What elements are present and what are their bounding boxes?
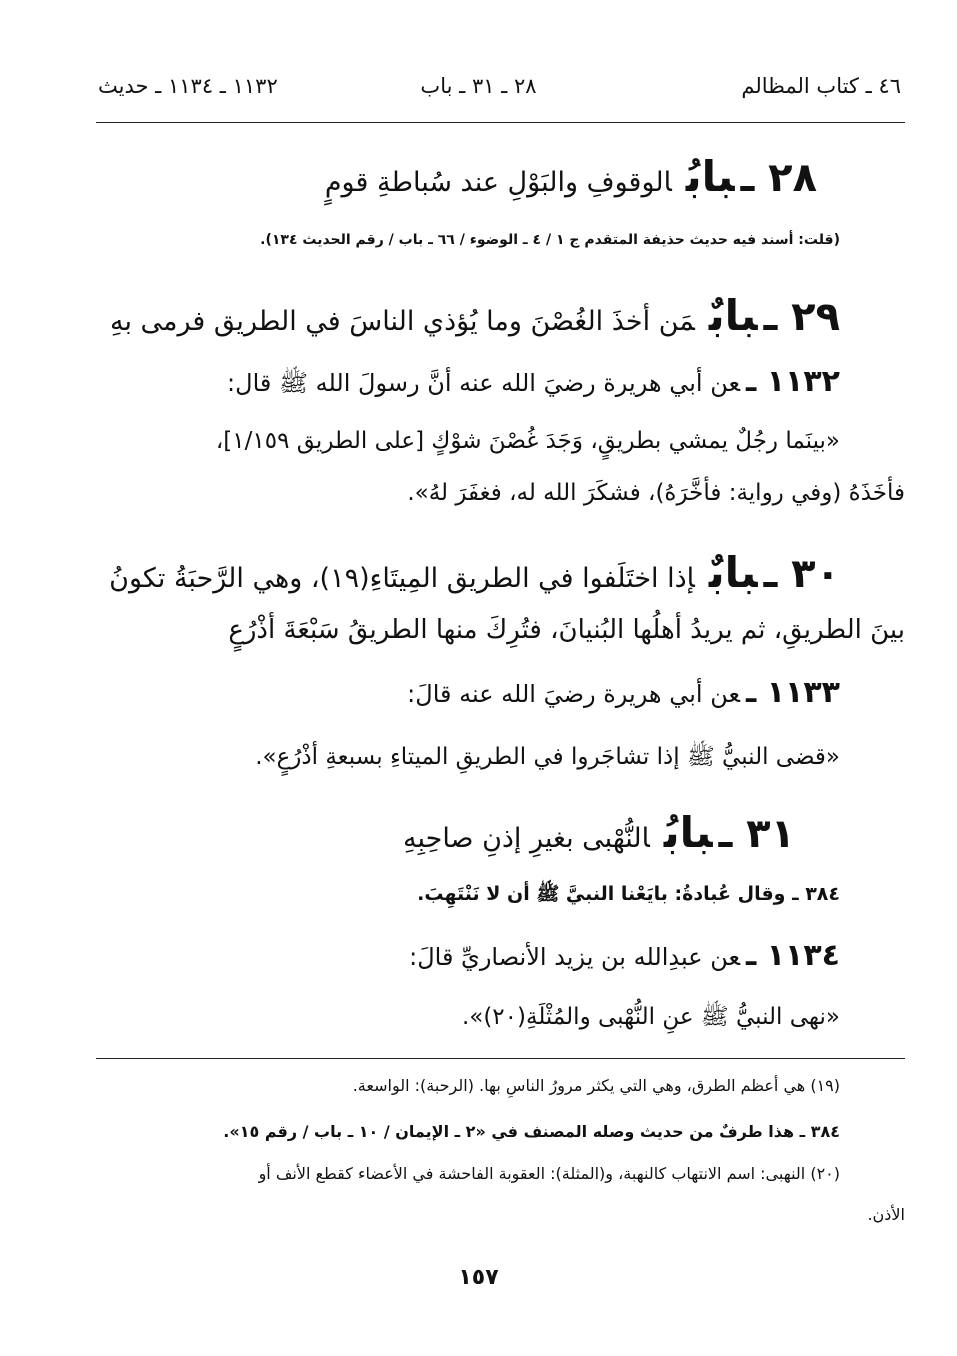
section-heading-29 [110,291,840,340]
section-title: النُّهْبى بغيرِ إذنِ صاحِبِهِ [403,823,650,854]
section-bab-label: بابٌ [708,291,758,340]
footnote-divider [96,1058,905,1059]
hadith-1132-heading [227,364,840,403]
hadith-intro: عن عبدِالله بن يزيد الأنصاريِّ قالَ: [409,943,741,971]
page-number: ١٥٧ [458,1265,499,1290]
footnote-20-line-1: (٢٠) النهبى: اسم الانتهاب كالنهبة، و(المثلة): العقوبة الفاحشة في الأعضاء كقطع الأنف أو [258,1164,840,1183]
hadith-number: ١١٣٣ ـ [746,675,840,710]
footnote-384: ٣٨٤ ـ هذا طرفٌ من حديث وصله المصنف في «٢ ـ الإيمان / ١٠ ـ باب / رقم ١٥». [223,1122,840,1141]
hadith-1133-heading [407,675,840,710]
running-header-chapter-range: ٢٨ ـ ٣١ ـ باب [420,74,537,98]
footnote-20-line-2: الأذن. [867,1205,905,1224]
hadith-intro: عن أبي هريرة رضيَ الله عنه قالَ: [407,680,741,708]
section-heading-28 [325,152,817,201]
section-number: ٢٨ ـ [740,155,817,201]
hadith-1134-heading [409,938,840,973]
section-30-title-line-2: بينَ الطريقِ، ثم يريدُ أهلُها البُنيانَ، فتُرِكَ منها الطريقُ سَبْعَةَ أذْرُعٍ [228,615,905,645]
section-title: الوقوفِ والبَوْلِ عند سُباطةِ قومٍ [324,167,672,198]
section-number: ٣٠ ـ [763,551,840,597]
section-bab-label: بابُ [685,152,735,201]
hadith-1132-text-line-2: فأخَذَهُ (وفي رواية: فأخَّرَهُ)، فشكَرَ الله له، فغفَرَ لهُ». [407,480,905,506]
muallaq-384: ٣٨٤ ـ وقال عُبادةُ: بايَعْنا النبيَّ ﷺ أن لا نَنْتَهِبَ. [417,883,840,905]
hadith-1132-text-line-1: «بينَما رجُلٌ يمشي بطريقٍ، وَجَدَ غُصْنَ شوْكٍ [على الطريق ١/١٥٩]، [215,428,840,454]
section-title-line-1: إذا اختَلَفوا في الطريق المِيتَاءِ(١٩)، وهي الرَّحبَةُ تكونُ [109,563,695,594]
section-bab-label: بابٌ [708,548,758,597]
hadith-1133-text: «قضى النبيُّ ﷺ إذا تشاجَروا في الطريقِ الميتاءِ بسبعةِ أذْرُعٍ». [255,744,840,770]
hadith-number: ١١٣٤ ـ [746,938,840,973]
hadith-1134-text: «نهى النبيُّ ﷺ عنِ النُّهْبى والمُثْلَةِ(٢٠)». [461,1004,840,1030]
section-number: ٣١ ـ [718,811,795,857]
section-heading-30 [109,548,840,597]
footnote-19: (١٩) هي أعظم الطرق، وهي التي يكثر مرورُ الناسِ بها. (الرحبة): الواسعة. [352,1076,840,1095]
hadith-number: ١١٣٢ ـ [746,364,840,399]
section-bab-label: بابُ [663,808,713,857]
section-number: ٢٩ ـ [763,294,840,340]
hadith-intro: عن أبي هريرة رضيَ الله عنه أنَّ رسولَ الله ﷺ قال: [227,369,741,397]
running-header-hadith-range: ١١٣٢ ـ ١١٣٤ ـ حديث [98,74,278,98]
section-title: مَن أخذَ الغُصْنَ وما يُؤذي الناسَ في الطريق فرمى بهِ [109,306,695,337]
section-heading-31 [403,808,795,857]
header-divider [96,122,905,123]
running-header-book-title: ٤٦ ـ كتاب المظالم [741,74,901,98]
editor-note: (قلت: أسند فيه حديث حذيفة المتقدم ج ١ / ٤ ـ الوضوء / ٦٦ ـ باب / رقم الحديث ١٣٤). [260,232,840,248]
